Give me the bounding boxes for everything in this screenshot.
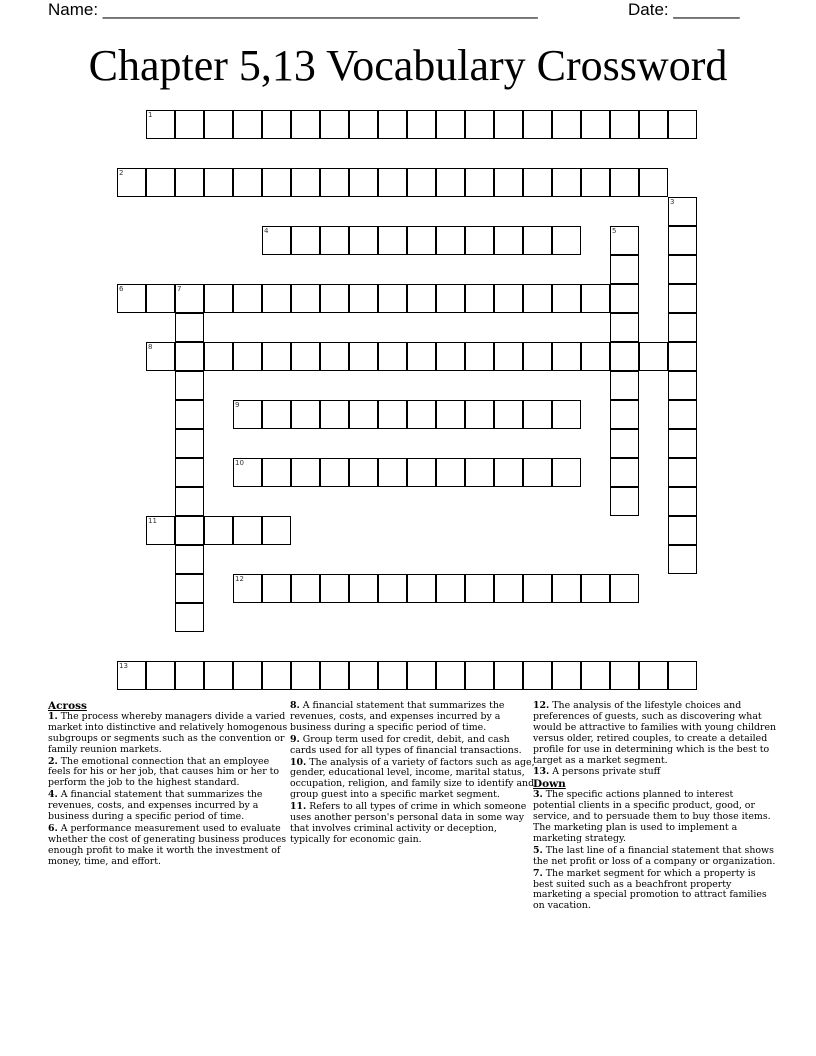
grid-cell[interactable] bbox=[175, 371, 204, 400]
grid-cell[interactable] bbox=[581, 574, 610, 603]
grid-cell[interactable] bbox=[378, 110, 407, 139]
grid-cell[interactable] bbox=[523, 342, 552, 371]
grid-cell[interactable] bbox=[668, 342, 697, 371]
grid-cell[interactable] bbox=[436, 400, 465, 429]
grid-cell[interactable] bbox=[436, 284, 465, 313]
clue-number: 6 bbox=[119, 285, 124, 293]
clue-number: 11 bbox=[148, 517, 157, 525]
grid-cell[interactable] bbox=[233, 110, 262, 139]
grid-cell[interactable] bbox=[262, 342, 291, 371]
grid-cell[interactable] bbox=[465, 574, 494, 603]
grid-cell[interactable] bbox=[523, 400, 552, 429]
grid-cell[interactable] bbox=[204, 284, 233, 313]
grid-cell[interactable] bbox=[639, 110, 668, 139]
grid-cell[interactable] bbox=[552, 574, 581, 603]
grid-cell[interactable] bbox=[465, 284, 494, 313]
grid-cell[interactable] bbox=[407, 574, 436, 603]
grid-cell[interactable] bbox=[233, 284, 262, 313]
clue-across-12: 12. The analysis of the lifestyle choices and preferences of guests, such as discovering what would be attractive to families with young children versus older, retired couples, to create a detailed profile for use in determining which is the best to target as a market segment. bbox=[533, 700, 777, 766]
name-field[interactable] bbox=[48, 0, 538, 20]
grid-cell[interactable] bbox=[668, 487, 697, 516]
grid-cell[interactable] bbox=[320, 342, 349, 371]
clue-across-13: 13. A persons private stuff bbox=[533, 766, 661, 778]
clues-column-1 bbox=[48, 701, 293, 869]
date-blank[interactable]: _______ bbox=[673, 0, 740, 19]
down-heading: Down bbox=[533, 778, 566, 791]
grid-cell[interactable] bbox=[465, 110, 494, 139]
clue-number: 8 bbox=[148, 343, 153, 351]
grid-cell[interactable] bbox=[639, 661, 668, 690]
grid-cell[interactable] bbox=[291, 400, 320, 429]
grid-cell[interactable] bbox=[175, 168, 204, 197]
grid-cell[interactable] bbox=[668, 226, 697, 255]
grid-cell[interactable] bbox=[175, 429, 204, 458]
grid-cell[interactable] bbox=[668, 545, 697, 574]
grid-cell[interactable] bbox=[668, 197, 697, 226]
grid-cell[interactable] bbox=[204, 168, 233, 197]
crossword-grid bbox=[117, 110, 717, 690]
grid-cell[interactable] bbox=[320, 110, 349, 139]
grid-cell[interactable] bbox=[349, 342, 378, 371]
clue-number: 9 bbox=[235, 401, 240, 409]
grid-cell[interactable] bbox=[175, 574, 204, 603]
clue-down-3: 3. The specific actions planned to interest potential clients in a specific product, good, or service, and to persuade them to buy those items. The marketing plan is used to implement a marketing strategy. bbox=[533, 789, 771, 844]
grid-cell[interactable] bbox=[146, 168, 175, 197]
grid-cell[interactable] bbox=[233, 342, 262, 371]
grid-cell[interactable] bbox=[494, 342, 523, 371]
grid-cell[interactable] bbox=[494, 284, 523, 313]
grid-cell[interactable] bbox=[668, 110, 697, 139]
clue-number: 13 bbox=[119, 662, 128, 670]
clue-across-6: 6. A performance measurement used to evaluate whether the cost of generating business produces enough profit to make it worth the investment of money, time, and effort. bbox=[48, 822, 287, 867]
grid-cell[interactable] bbox=[349, 458, 378, 487]
grid-cell[interactable] bbox=[436, 661, 465, 690]
name-label: Name: bbox=[48, 0, 103, 19]
grid-cell[interactable] bbox=[262, 458, 291, 487]
clue-across-8: 8. A financial statement that summarizes the revenues, costs, and expenses incurred by a business during a specific period of time. bbox=[290, 700, 505, 733]
grid-cell[interactable] bbox=[291, 110, 320, 139]
grid-cell[interactable] bbox=[291, 458, 320, 487]
grid-cell[interactable] bbox=[320, 284, 349, 313]
grid-cell[interactable] bbox=[349, 226, 378, 255]
name-blank[interactable]: ______________________________________________ bbox=[102, 0, 538, 19]
grid-cell[interactable] bbox=[407, 342, 436, 371]
grid-cell[interactable] bbox=[204, 342, 233, 371]
grid-cell[interactable] bbox=[610, 168, 639, 197]
clue-down-5: 5. The last line of a financial statement that shows the net profit or loss of a company or organization. bbox=[533, 844, 776, 867]
grid-cell[interactable] bbox=[523, 168, 552, 197]
clue-number: 1 bbox=[148, 111, 153, 119]
grid-cell[interactable] bbox=[378, 458, 407, 487]
grid-cell[interactable] bbox=[610, 429, 639, 458]
grid-cell[interactable] bbox=[262, 168, 291, 197]
grid-cell[interactable] bbox=[668, 371, 697, 400]
grid-cell[interactable] bbox=[668, 400, 697, 429]
grid-cell[interactable] bbox=[175, 516, 204, 545]
grid-cell[interactable] bbox=[494, 110, 523, 139]
grid-cell[interactable] bbox=[378, 400, 407, 429]
grid-cell[interactable] bbox=[262, 516, 291, 545]
grid-cell[interactable] bbox=[668, 255, 697, 284]
grid-cell[interactable] bbox=[668, 429, 697, 458]
grid-cell[interactable] bbox=[175, 487, 204, 516]
clue-across-4: 4. A financial statement that summarizes the revenues, costs, and expenses incurred by a business during a specific period of time. bbox=[48, 789, 263, 823]
grid-cell[interactable] bbox=[291, 226, 320, 255]
grid-cell[interactable] bbox=[407, 458, 436, 487]
grid-cell[interactable] bbox=[349, 400, 378, 429]
grid-cell[interactable] bbox=[262, 400, 291, 429]
grid-cell[interactable] bbox=[262, 226, 291, 255]
grid-cell[interactable] bbox=[233, 516, 262, 545]
grid-cell[interactable] bbox=[233, 168, 262, 197]
grid-cell[interactable] bbox=[494, 574, 523, 603]
grid-cell[interactable] bbox=[494, 661, 523, 690]
grid-cell[interactable] bbox=[610, 284, 639, 313]
grid-cell[interactable] bbox=[320, 458, 349, 487]
grid-cell[interactable] bbox=[146, 110, 175, 139]
grid-cell[interactable] bbox=[552, 110, 581, 139]
grid-cell[interactable] bbox=[291, 168, 320, 197]
grid-cell[interactable] bbox=[465, 400, 494, 429]
grid-cell[interactable] bbox=[610, 371, 639, 400]
page-title: Chapter 5,13 Vocabulary Crossword bbox=[88, 41, 728, 90]
clues-column-3 bbox=[533, 701, 778, 913]
grid-cell[interactable] bbox=[610, 487, 639, 516]
grid-cell[interactable] bbox=[291, 342, 320, 371]
grid-cell[interactable] bbox=[117, 284, 146, 313]
grid-cell[interactable] bbox=[639, 342, 668, 371]
grid-cell[interactable] bbox=[204, 661, 233, 690]
grid-cell[interactable] bbox=[668, 458, 697, 487]
grid-cell[interactable] bbox=[523, 226, 552, 255]
grid-cell[interactable] bbox=[610, 313, 639, 342]
grid-cell[interactable] bbox=[407, 168, 436, 197]
grid-cell[interactable] bbox=[610, 661, 639, 690]
clue-number: 2 bbox=[119, 169, 124, 177]
grid-cell[interactable] bbox=[320, 168, 349, 197]
grid-cell[interactable] bbox=[291, 574, 320, 603]
across-heading: Across bbox=[48, 700, 87, 712]
grid-cell[interactable] bbox=[494, 400, 523, 429]
grid-cell[interactable] bbox=[262, 574, 291, 603]
grid-cell[interactable] bbox=[610, 458, 639, 487]
grid-cell[interactable] bbox=[436, 458, 465, 487]
clue-across-11: 11. Refers to all types of crime in which someone uses another person's personal data in some way that involves criminal activity or deception, typically for economic gain. bbox=[290, 801, 527, 845]
grid-cell[interactable] bbox=[349, 110, 378, 139]
grid-cell[interactable] bbox=[175, 661, 204, 690]
grid-cell[interactable] bbox=[610, 400, 639, 429]
grid-cell[interactable] bbox=[407, 226, 436, 255]
grid-cell[interactable] bbox=[378, 226, 407, 255]
grid-cell[interactable] bbox=[552, 661, 581, 690]
grid-cell[interactable] bbox=[494, 226, 523, 255]
grid-cell[interactable] bbox=[320, 574, 349, 603]
grid-cell[interactable] bbox=[523, 284, 552, 313]
grid-cell[interactable] bbox=[175, 284, 204, 313]
grid-cell[interactable] bbox=[552, 226, 581, 255]
grid-cell[interactable] bbox=[175, 342, 204, 371]
grid-cell[interactable] bbox=[117, 168, 146, 197]
clue-number: 7 bbox=[177, 285, 182, 293]
grid-cell[interactable] bbox=[436, 168, 465, 197]
grid-cell[interactable] bbox=[349, 574, 378, 603]
grid-cell[interactable] bbox=[378, 574, 407, 603]
grid-cell[interactable] bbox=[349, 168, 378, 197]
grid-cell[interactable] bbox=[407, 661, 436, 690]
grid-cell[interactable] bbox=[581, 168, 610, 197]
clue-across-9: 9. Group term used for credit, debit, and cash cards used for all types of financial transactions. bbox=[290, 733, 522, 756]
grid-cell[interactable] bbox=[320, 400, 349, 429]
grid-cell[interactable] bbox=[436, 110, 465, 139]
grid-cell[interactable] bbox=[610, 574, 639, 603]
clue-number: 10 bbox=[235, 459, 244, 467]
grid-cell[interactable] bbox=[146, 516, 175, 545]
date-field[interactable] bbox=[628, 0, 740, 20]
clues-column-2 bbox=[290, 701, 535, 847]
grid-cell[interactable] bbox=[523, 661, 552, 690]
grid-cell[interactable] bbox=[175, 545, 204, 574]
grid-cell[interactable] bbox=[320, 226, 349, 255]
grid-cell[interactable] bbox=[378, 342, 407, 371]
grid-cell[interactable] bbox=[233, 458, 262, 487]
grid-cell[interactable] bbox=[581, 661, 610, 690]
grid-cell[interactable] bbox=[407, 284, 436, 313]
clue-across-2: 2. The emotional connection that an employee feels for his or her job, that causes him or her to perform the job to the highest standard. bbox=[48, 755, 280, 789]
clue-across-1: 1. The process whereby managers divide a varied market into distinctive and relatively homogenous subgroups or segments such as the convention or family reunion markets. bbox=[48, 710, 288, 755]
clue-number: 3 bbox=[670, 198, 675, 206]
grid-cell[interactable] bbox=[262, 661, 291, 690]
grid-cell[interactable] bbox=[668, 661, 697, 690]
clue-number: 12 bbox=[235, 575, 244, 583]
grid-cell[interactable] bbox=[378, 168, 407, 197]
grid-cell[interactable] bbox=[668, 313, 697, 342]
grid-cell[interactable] bbox=[581, 284, 610, 313]
clue-number: 5 bbox=[612, 227, 617, 235]
grid-cell[interactable] bbox=[146, 661, 175, 690]
grid-cell[interactable] bbox=[639, 168, 668, 197]
grid-cell[interactable] bbox=[407, 110, 436, 139]
clue-across-10: 10. The analysis of a variety of factors such as age, gender, educational level, income, marital status, occupation, religion, and family size to identify and group guest into a specific market segment. bbox=[290, 756, 535, 801]
grid-cell[interactable] bbox=[465, 342, 494, 371]
grid-cell[interactable] bbox=[378, 284, 407, 313]
grid-cell[interactable] bbox=[494, 168, 523, 197]
grid-cell[interactable] bbox=[436, 342, 465, 371]
grid-cell[interactable] bbox=[349, 284, 378, 313]
grid-cell[interactable] bbox=[436, 226, 465, 255]
grid-cell[interactable] bbox=[233, 661, 262, 690]
grid-cell[interactable] bbox=[204, 110, 233, 139]
grid-cell[interactable] bbox=[233, 574, 262, 603]
grid-cell[interactable] bbox=[494, 458, 523, 487]
clue-number: 4 bbox=[264, 227, 269, 235]
grid-cell[interactable] bbox=[552, 400, 581, 429]
grid-cell[interactable] bbox=[668, 516, 697, 545]
grid-cell[interactable] bbox=[262, 284, 291, 313]
grid-cell[interactable] bbox=[523, 574, 552, 603]
grid-cell[interactable] bbox=[552, 458, 581, 487]
grid-cell[interactable] bbox=[436, 574, 465, 603]
grid-cell[interactable] bbox=[175, 603, 204, 632]
grid-cell[interactable] bbox=[262, 110, 291, 139]
grid-cell[interactable] bbox=[204, 516, 233, 545]
grid-cell[interactable] bbox=[581, 110, 610, 139]
grid-cell[interactable] bbox=[407, 400, 436, 429]
grid-cell[interactable] bbox=[465, 458, 494, 487]
grid-cell[interactable] bbox=[523, 110, 552, 139]
clue-down-7: 7. The market segment for which a property is best suited such as a beachfront property marketing a special promotion to attract families on vacation. bbox=[533, 867, 767, 912]
grid-cell[interactable] bbox=[233, 400, 262, 429]
grid-cell[interactable] bbox=[552, 168, 581, 197]
grid-cell[interactable] bbox=[117, 661, 146, 690]
date-label: Date: bbox=[628, 0, 674, 19]
grid-cell[interactable] bbox=[378, 661, 407, 690]
grid-cell[interactable] bbox=[146, 342, 175, 371]
grid-cell[interactable] bbox=[291, 284, 320, 313]
grid-cell[interactable] bbox=[175, 313, 204, 342]
grid-cell[interactable] bbox=[610, 226, 639, 255]
grid-cell[interactable] bbox=[175, 400, 204, 429]
grid-cell[interactable] bbox=[668, 284, 697, 313]
grid-cell[interactable] bbox=[610, 255, 639, 284]
grid-cell[interactable] bbox=[552, 342, 581, 371]
grid-cell[interactable] bbox=[610, 110, 639, 139]
grid-cell[interactable] bbox=[465, 661, 494, 690]
grid-cell[interactable] bbox=[320, 661, 349, 690]
grid-cell[interactable] bbox=[610, 342, 639, 371]
grid-cell[interactable] bbox=[291, 661, 320, 690]
grid-cell[interactable] bbox=[552, 284, 581, 313]
grid-cell[interactable] bbox=[523, 458, 552, 487]
grid-cell[interactable] bbox=[146, 284, 175, 313]
grid-cell[interactable] bbox=[465, 226, 494, 255]
grid-cell[interactable] bbox=[175, 110, 204, 139]
grid-cell[interactable] bbox=[465, 168, 494, 197]
grid-cell[interactable] bbox=[581, 342, 610, 371]
grid-cell[interactable] bbox=[349, 661, 378, 690]
grid-cell[interactable] bbox=[175, 458, 204, 487]
